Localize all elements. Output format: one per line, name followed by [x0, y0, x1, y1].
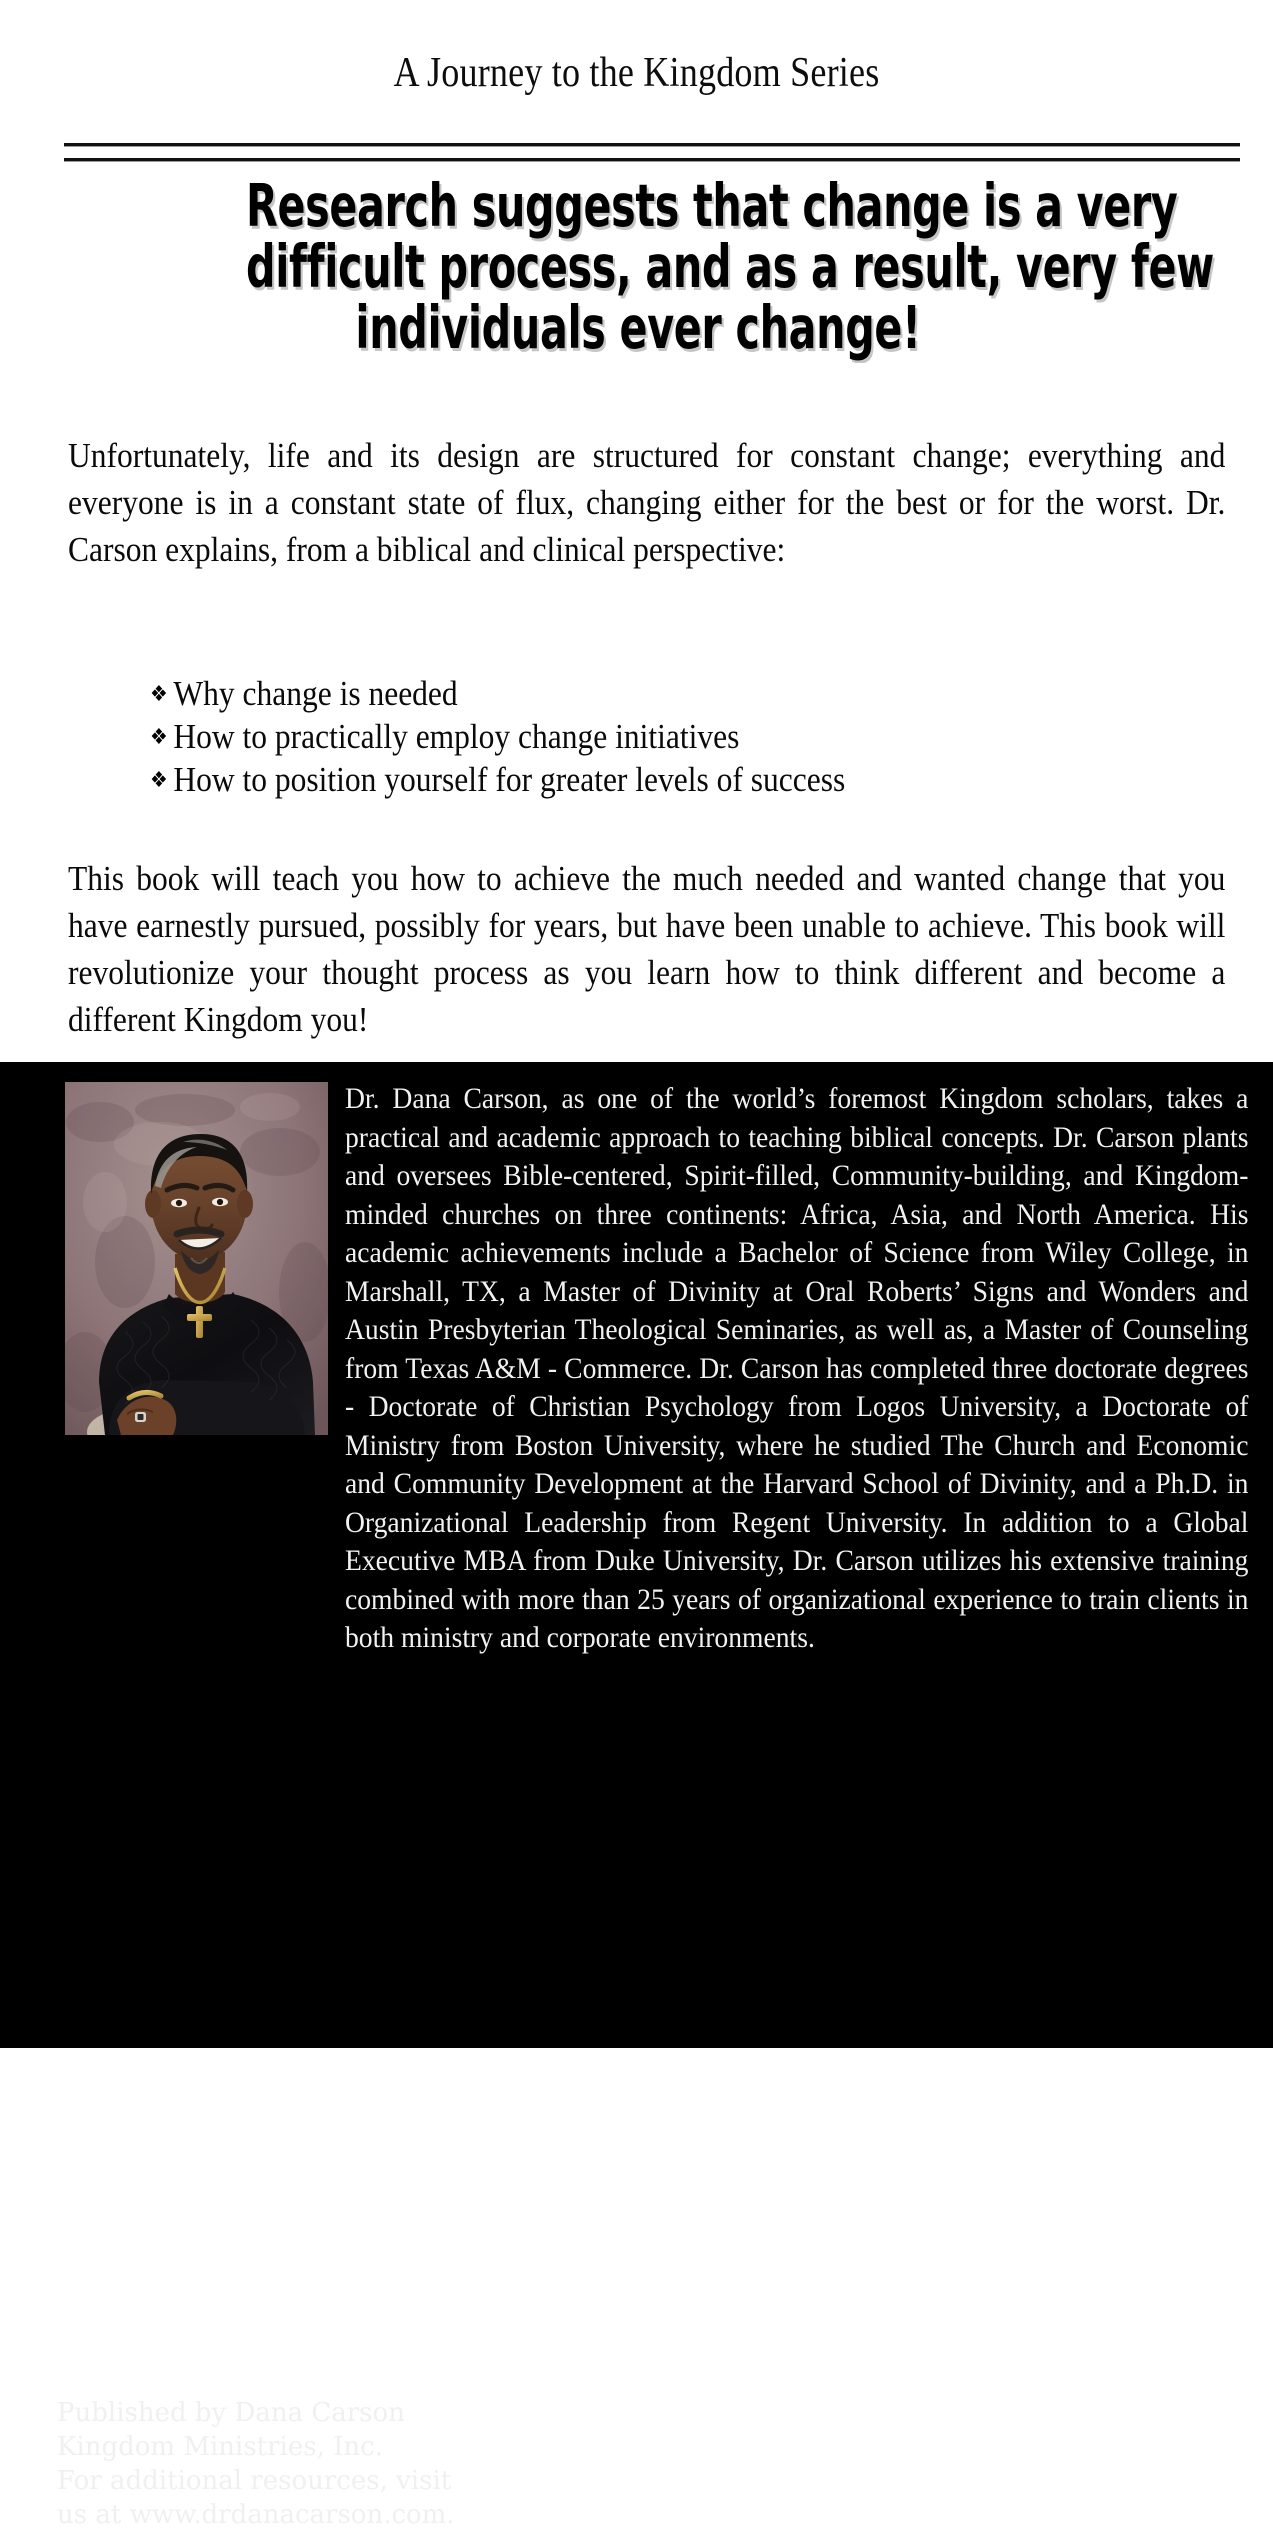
diamond-bullet-icon: ❖ [150, 724, 168, 749]
publisher-info [57, 2396, 455, 2532]
list-item-label: How to practically employ change initiatives [173, 717, 740, 756]
pitch-paragraph: This book will teach you how to achieve the much needed and wanted change that you have earnestly pursued, possibly for years, but have been unable to achieve. This book will revolutionize your thought process as you learn how to think different and become a different Kingdom you! [68, 859, 1226, 1039]
divider-rule-bottom [64, 158, 1240, 161]
diamond-bullet-icon: ❖ [150, 767, 168, 792]
headline-line-3: individuals ever change! [355, 293, 921, 362]
author-black-panel [0, 1062, 1273, 2530]
list-item-label: Why change is needed [173, 674, 458, 713]
publisher-line: For additional resources, visit [57, 2466, 452, 2496]
divider-rule-top [64, 143, 1240, 146]
headline [246, 171, 1214, 362]
author-portrait-illustration [65, 1082, 328, 1435]
intro-paragraph: Unfortunately, life and its design are structured for constant change; everything and everyone is in a constant state of flux, changing either for the best or for the worst. Dr. Carson explains, from a biblical and clinical perspective: [68, 436, 1226, 569]
headline-line-2: difficult process, and as a result, very few [246, 232, 1214, 301]
front-white-panel [0, 0, 1273, 1062]
list-item [150, 672, 1077, 715]
header-divider [64, 143, 1240, 165]
headline-line-1: Research suggests that change is a very [246, 171, 1178, 240]
author-portrait-photo [65, 1082, 328, 1435]
list-item-label: How to position yourself for greater levels of success [173, 760, 846, 799]
publisher-line: Kingdom Ministries, Inc. [57, 2432, 383, 2462]
author-biography: Dr. Dana Carson, as one of the world’s foremost Kingdom scholars, takes a practical and academic approach to teaching biblical concepts. Dr. Carson plants and oversees Bible-centered, Spirit-filled, Community-building, and Kingdom-minded churches on three continents: Africa, Asia, and North America. His academic achievements include a Bachelor of Science from Wiley College, in Marshall, TX, a Master of Divinity at Oral Roberts’ Signs and Wonders and Austin Presbyterian Theological Seminaries, as well as, a Master of Counseling from Texas A&M - Commerce. Dr. Carson has completed three doctorate degrees - Doctorate of Christian Psychology from Logos University, a Doctorate of Ministry from Boston University, where he studied The Church and Economic and Community Development at the Harvard School of Divinity, and a Ph.D. in Organizational Leadership from Regent University. In addition to a Global Executive MBA from Duke University, Dr. Carson utilizes his extensive training combined with more than 25 years of organizational experience to train clients in both ministry and corporate environments. [345, 1082, 1249, 1654]
diamond-bullet-icon: ❖ [150, 681, 168, 706]
list-item [150, 758, 1077, 801]
publisher-website-line: us at www.drdanacarson.com. [57, 2500, 455, 2530]
publisher-line: Published by Dana Carson [57, 2398, 405, 2428]
feature-bullet-list [150, 672, 1077, 801]
series-title: A Journey to the Kingdom Series [393, 50, 880, 96]
list-item [150, 715, 1077, 758]
